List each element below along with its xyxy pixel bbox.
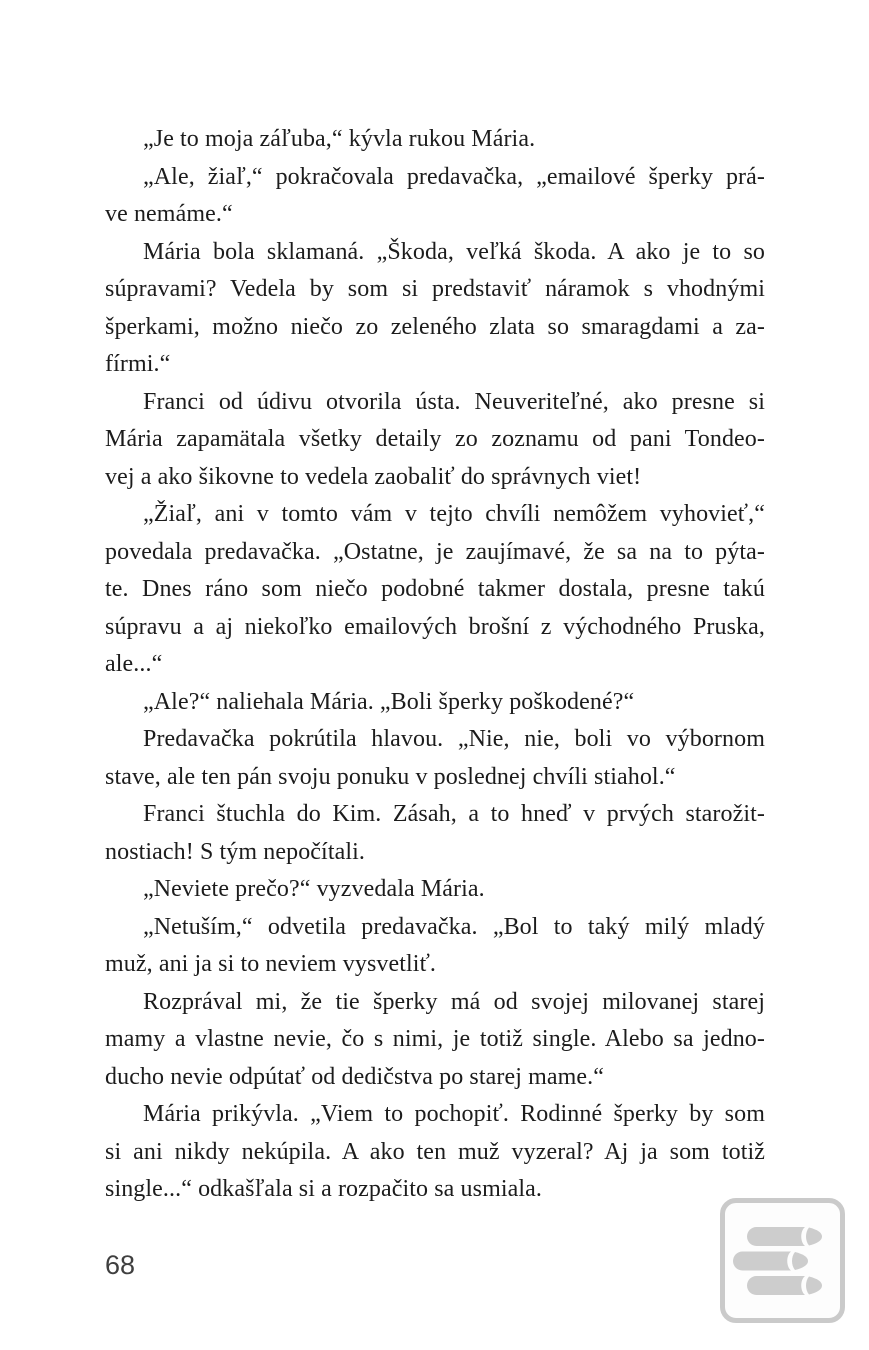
text-line: si ani nikdy nekúpila. A ako ten muž vyzeral? Aj ja som totiž bbox=[105, 1138, 765, 1165]
page-text bbox=[105, 121, 765, 1209]
text-line: „Je to moja záľuba,“ kývla rukou Mária. bbox=[143, 126, 536, 152]
text-line: ve nemáme.“ bbox=[105, 201, 233, 227]
text-line: ducho nevie odpútať od dedičstva po starej mame.“ bbox=[105, 1063, 604, 1090]
page-number: 68 bbox=[105, 1250, 136, 1280]
text-line: Mária prikývla. „Viem to pochopiť. Rodinné šperky by som bbox=[143, 1101, 765, 1127]
text-line: mamy a vlastne nevie, čo s nimi, je totiž single. Alebo sa jedno- bbox=[105, 1026, 765, 1052]
text-line: „Ale, žiaľ,“ pokračovala predavačka, „emailové šperky prá- bbox=[143, 163, 765, 190]
text-line: Predavačka pokrútila hlavou. „Nie, nie, boli vo výbornom bbox=[143, 726, 765, 752]
text-line: Franci od údivu otvorila ústa. Neuveriteľné, ako presne si bbox=[143, 388, 765, 415]
text-line: vej a ako šikovne to vedela zaobaliť do správnych viet! bbox=[105, 463, 642, 490]
text-line: te. Dnes ráno som niečo podobné takmer dostala, presne takú bbox=[105, 576, 765, 602]
text-line: Mária zapamätala všetky detaily zo zoznamu od pani Tondeo- bbox=[105, 426, 765, 452]
text-line: povedala predavačka. „Ostatne, je zaujímavé, že sa na to pýta- bbox=[105, 538, 765, 565]
text-line: súpravu a aj niekoľko emailových brošní z východného Pruska, bbox=[105, 613, 765, 640]
text-line: „Neviete prečo?“ vyzvedala Mária. bbox=[143, 876, 485, 902]
publisher-watermark bbox=[720, 1198, 845, 1323]
text-line: „Žiaľ, ani v tomto vám v tejto chvíli nemôžem vyhovieť,“ bbox=[143, 501, 765, 527]
text-line: fírmi.“ bbox=[105, 351, 171, 377]
text-line: stave, ale ten pán svoju ponuku v poslednej chvíli stiahol.“ bbox=[105, 763, 676, 790]
text-line: Mária bola sklamaná. „Škoda, veľká škoda. A ako je to so bbox=[143, 238, 765, 265]
text-line: Rozprával mi, že tie šperky má od svojej milovanej starej bbox=[143, 988, 765, 1015]
book-stack-icon bbox=[720, 1198, 845, 1323]
text-line: šperkami, možno niečo zo zeleného zlata so smaragdami a za- bbox=[105, 313, 765, 340]
text-line: nostiach! S tým nepočítali. bbox=[105, 838, 365, 865]
text-line: Franci štuchla do Kim. Zásah, a to hneď v prvých starožit- bbox=[143, 801, 765, 827]
text-line: single...“ odkašľala si a rozpačito sa usmiala. bbox=[105, 1176, 542, 1202]
text-line: „Ale?“ naliehala Mária. „Boli šperky poškodené?“ bbox=[143, 688, 635, 715]
text-line: ale...“ bbox=[105, 651, 163, 677]
text-line: súpravami? Vedela by som si predstaviť náramok s vhodnými bbox=[105, 276, 765, 302]
text-line: muž, ani ja si to neviem vysvetliť. bbox=[105, 951, 437, 977]
text-line: „Netuším,“ odvetila predavačka. „Bol to taký milý mladý bbox=[143, 913, 765, 940]
